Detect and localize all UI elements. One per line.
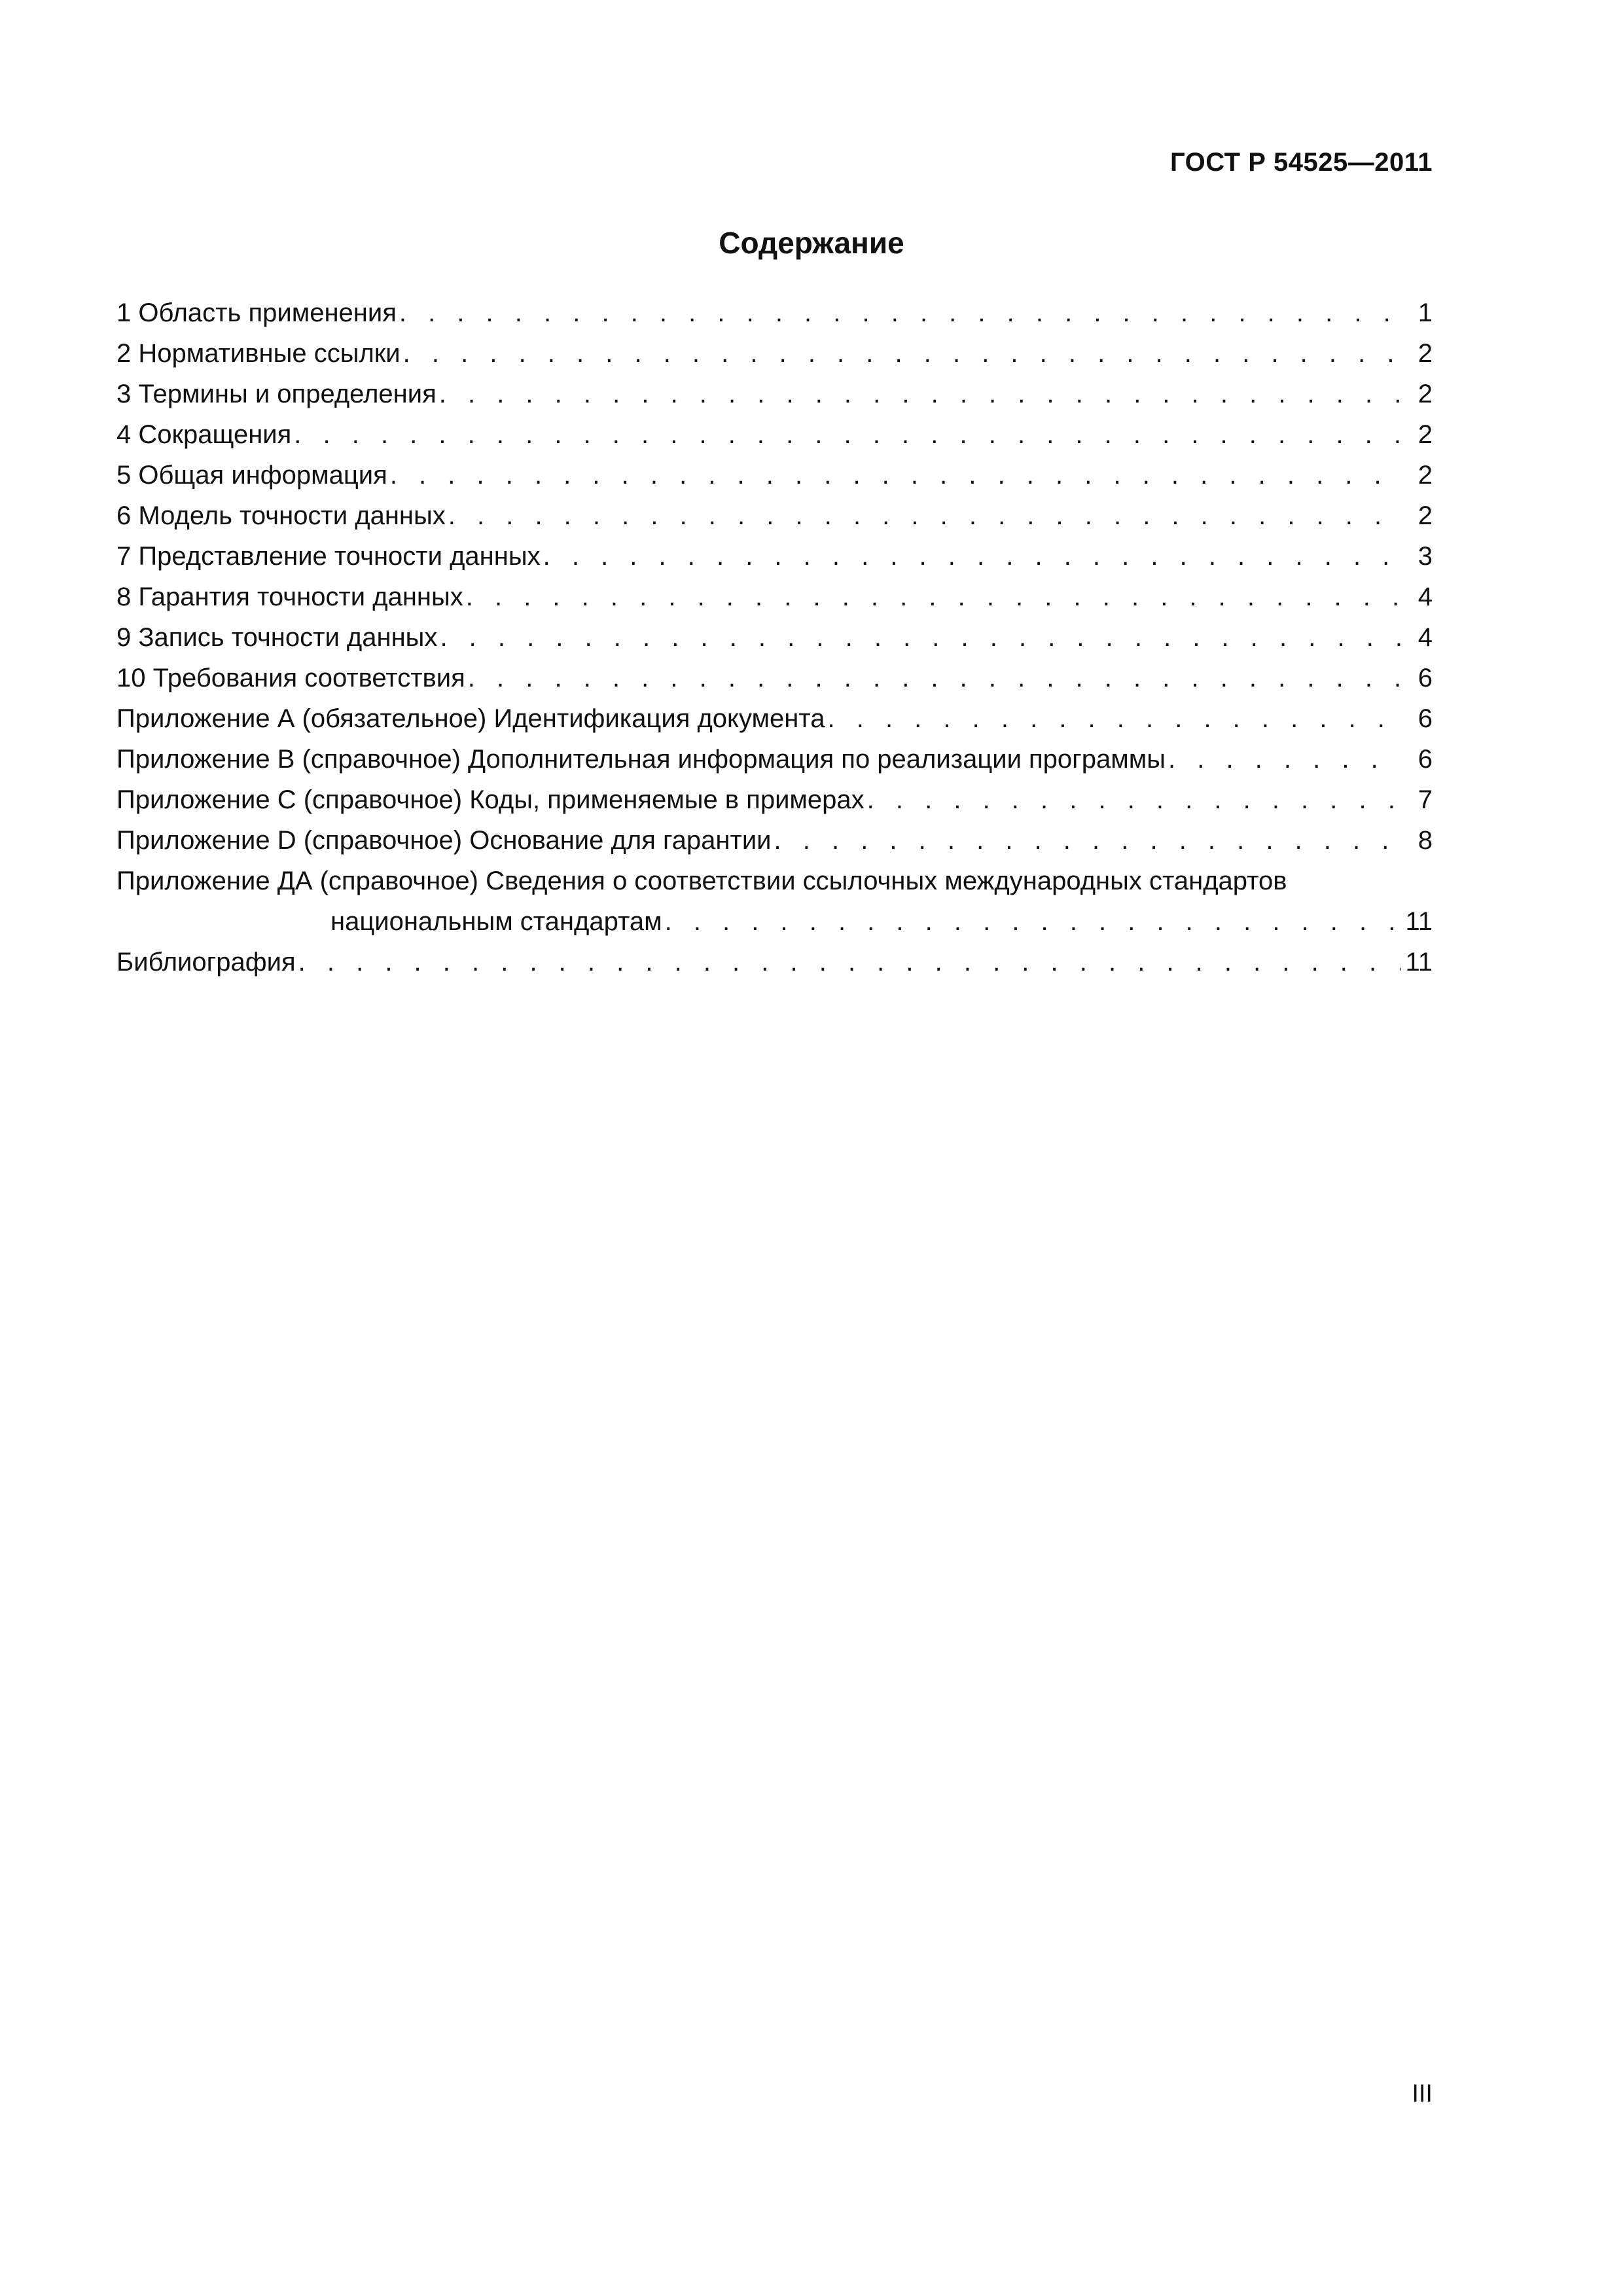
toc-item-label: Приложение А (обязательное) Идентификация документа bbox=[116, 704, 825, 733]
toc-item[interactable] bbox=[116, 333, 1433, 374]
toc-item-page: 2 bbox=[1418, 380, 1433, 408]
toc-item[interactable] bbox=[116, 780, 1433, 820]
toc-item-label: Библиография bbox=[116, 948, 296, 977]
toc-item-label: 2 Нормативные ссылки bbox=[116, 339, 401, 368]
toc-item-label: Приложение D (справочное) Основание для гарантии bbox=[116, 826, 772, 855]
toc-item-page: 11 bbox=[1405, 907, 1433, 936]
toc-item-label: Приложение ДА (справочное) Сведения о соответствии ссылочных международных стандартов bbox=[116, 867, 1287, 895]
toc-leader-dots bbox=[665, 901, 1401, 942]
toc-item-continuation-row bbox=[116, 901, 1433, 942]
toc-item[interactable] bbox=[116, 374, 1433, 414]
toc-item-label: Приложение С (справочное) Коды, применяемые в примерах bbox=[116, 785, 865, 814]
toc-item-label: 1 Область применения bbox=[116, 298, 397, 327]
toc-leader-dots bbox=[1168, 739, 1401, 780]
document-code: ГОСТ Р 54525—2011 bbox=[1170, 148, 1433, 177]
toc-item-label: 5 Общая информация bbox=[116, 461, 387, 490]
toc-leader-dots bbox=[466, 577, 1401, 617]
toc-item-page: 6 bbox=[1418, 745, 1433, 774]
toc-item-page: 2 bbox=[1418, 501, 1433, 530]
toc-item[interactable] bbox=[116, 861, 1433, 942]
toc-item[interactable] bbox=[116, 942, 1433, 982]
toc-leader-dots bbox=[867, 780, 1401, 820]
toc-item-page: 8 bbox=[1418, 826, 1433, 855]
table-of-contents bbox=[116, 293, 1433, 982]
toc-leader-dots bbox=[828, 698, 1402, 739]
toc-item[interactable] bbox=[116, 577, 1433, 617]
toc-leader-dots bbox=[298, 942, 1401, 982]
toc-item-page: 3 bbox=[1418, 542, 1433, 571]
toc-leader-dots bbox=[774, 820, 1401, 861]
toc-leader-dots bbox=[403, 333, 1401, 374]
toc-item-page: 2 bbox=[1418, 420, 1433, 449]
toc-item-page: 6 bbox=[1418, 664, 1433, 692]
toc-item[interactable] bbox=[116, 414, 1433, 455]
toc-leader-dots bbox=[399, 293, 1401, 333]
toc-item-label: 10 Требования соответствия bbox=[116, 664, 465, 692]
toc-item-page: 6 bbox=[1418, 704, 1433, 733]
toc-item-label-continuation: национальным стандартам bbox=[330, 907, 662, 936]
toc-leader-dots bbox=[543, 536, 1401, 577]
toc-leader-dots bbox=[390, 455, 1401, 495]
toc-item-label: 9 Запись точности данных bbox=[116, 623, 438, 652]
toc-leader-dots bbox=[439, 374, 1401, 414]
toc-leader-dots bbox=[440, 617, 1401, 658]
toc-leader-dots bbox=[468, 658, 1401, 698]
toc-item-page: 4 bbox=[1418, 583, 1433, 611]
toc-item-label: 6 Модель точности данных bbox=[116, 501, 446, 530]
toc-item[interactable] bbox=[116, 739, 1433, 780]
toc-item-label: 7 Представление точности данных bbox=[116, 542, 541, 571]
toc-title: Содержание bbox=[719, 226, 904, 260]
toc-item-page: 11 bbox=[1405, 948, 1433, 977]
toc-item[interactable] bbox=[116, 820, 1433, 861]
toc-item-page: 1 bbox=[1418, 298, 1433, 327]
toc-item[interactable] bbox=[116, 698, 1433, 739]
toc-item-label: Приложение В (справочное) Дополнительная информация по реализации программы bbox=[116, 745, 1166, 774]
toc-item-page: 4 bbox=[1418, 623, 1433, 652]
toc-leader-dots bbox=[294, 414, 1401, 455]
toc-item[interactable] bbox=[116, 536, 1433, 577]
toc-item[interactable] bbox=[116, 455, 1433, 495]
toc-item[interactable] bbox=[116, 617, 1433, 658]
toc-item-page: 2 bbox=[1418, 339, 1433, 368]
toc-item-label: 4 Сокращения bbox=[116, 420, 292, 449]
toc-item-label: 8 Гарантия точности данных bbox=[116, 583, 463, 611]
toc-item-label: 3 Термины и определения bbox=[116, 380, 437, 408]
toc-item[interactable] bbox=[116, 658, 1433, 698]
toc-item-page: 7 bbox=[1418, 785, 1433, 814]
page-number: III bbox=[1412, 2080, 1433, 2108]
toc-item-page: 2 bbox=[1418, 461, 1433, 490]
toc-item[interactable] bbox=[116, 495, 1433, 536]
toc-leader-dots bbox=[448, 495, 1401, 536]
toc-item[interactable] bbox=[116, 293, 1433, 333]
